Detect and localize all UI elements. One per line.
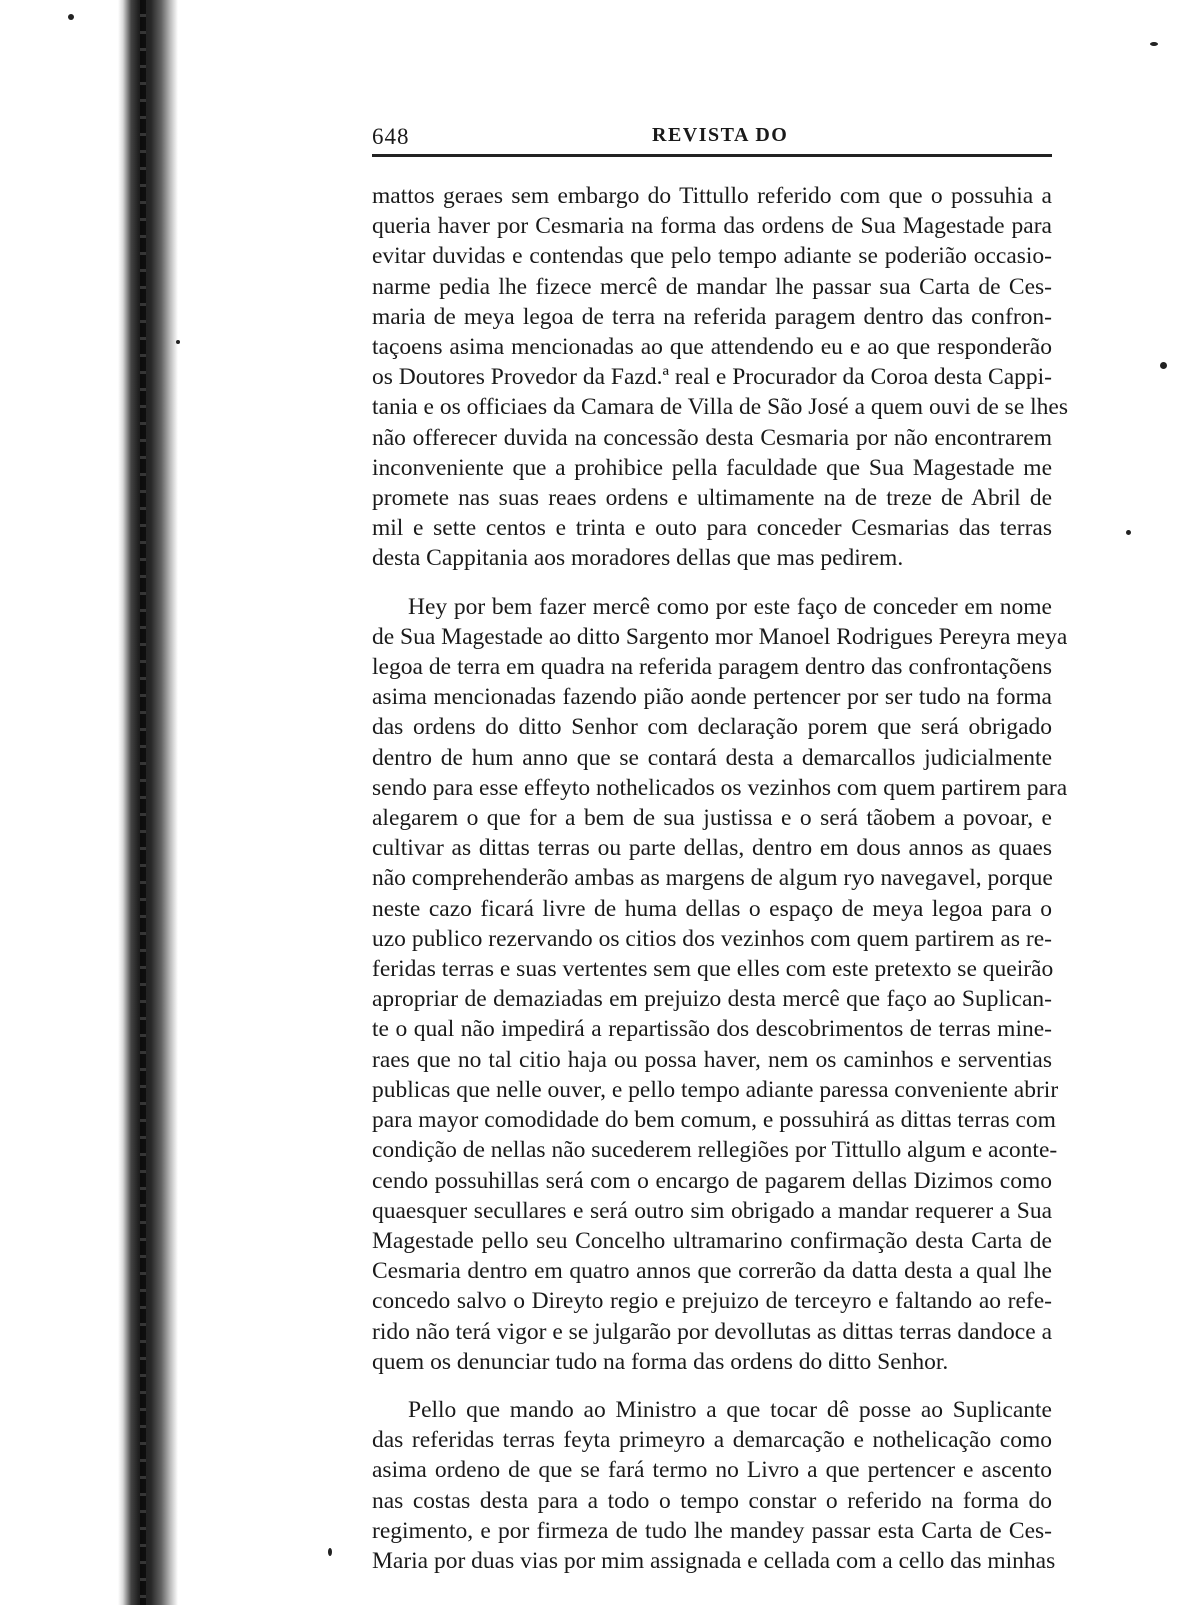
book-page xyxy=(372,118,1068,1576)
text-line: cendo possuhillas será com o encargo de pagarem dellas Dizimos como xyxy=(372,1167,1052,1194)
scan-speck xyxy=(68,14,74,20)
text-line: alegarem o que for a bem de sua justissa e o será tãobem a povoar, e xyxy=(372,805,1052,832)
text-line: nas costas desta para a todo o tempo constar o referido na forma do xyxy=(372,1487,1052,1514)
text-line: feridas terras e suas vertentes sem que elles com este pretexto se queirão xyxy=(372,956,1054,983)
text-line: maria de meya legoa de terra na referida paragem dentro das confron- xyxy=(372,303,1052,330)
text-line: evitar duvidas e contendas que pelo tempo adiante se poderião occasio- xyxy=(372,243,1052,270)
text-line: das referidas terras feyta primeyro a demarcação e nothelicação como xyxy=(372,1427,1052,1454)
running-head xyxy=(372,118,1052,150)
text-line: Cesmaria dentro em quatro annos que correrão da datta desta a qual lhe xyxy=(372,1258,1052,1285)
header-rule xyxy=(372,154,1052,157)
text-line: raes que no tal citio haja ou possa haver, nem os caminhos e serventias xyxy=(372,1046,1052,1073)
text-line: de Sua Magestade ao ditto Sargento mor Manoel Rodrigues Pereyra meya xyxy=(372,623,1068,650)
text-line: inconveniente que a prohibice pella faculdade que Sua Magestade me xyxy=(372,454,1052,481)
binding-streak xyxy=(140,0,146,1605)
scan-speck xyxy=(1126,530,1131,535)
text-line: Maria por duas vias por mim assignada e cellada com a cello das minhas xyxy=(372,1547,1056,1574)
text-line: cultivar as dittas terras ou parte dellas, dentro em dous annos as quaes xyxy=(372,835,1052,862)
text-line: asima mencionadas fazendo pião aonde pertencer por ser tudo na forma xyxy=(372,684,1052,711)
text-line: concedo salvo o Direyto regio e prejuizo de terceyro e faltando ao refe- xyxy=(372,1288,1052,1315)
scan-speck xyxy=(176,340,180,344)
text-line: condição de nellas não sucederem rellegiões por Tittullo algum e aconte- xyxy=(372,1137,1058,1164)
text-line: te o qual não impedirá a repartissão dos descobrimentos de terras mine- xyxy=(372,1016,1052,1043)
text-line: para mayor comodidade do bem comum, e possuhirá as dittas terras com xyxy=(372,1107,1056,1134)
paragraph xyxy=(372,1395,1056,1576)
scan-speck xyxy=(1160,362,1167,369)
text-line: não comprehenderão ambas as margens de algum ryo navegavel, porque xyxy=(372,865,1053,892)
text-line: legoa de terra em quadra na referida paragem dentro das confrontaçõens xyxy=(372,654,1052,681)
text-line: promete nas suas reaes ordens e ultimamente na de treze de Abril de xyxy=(372,485,1052,512)
scan-speck xyxy=(1150,42,1158,46)
scan-speck xyxy=(328,1548,332,1556)
text-line: queria haver por Cesmaria na forma das ordens de Sua Magestade para xyxy=(372,213,1052,240)
text-line: Pello que mando ao Ministro a que tocar dê posse ao Suplicante xyxy=(408,1396,1052,1423)
text-line: os Doutores Provedor da Fazd.ª real e Procurador da Coroa desta Cappi- xyxy=(372,364,1052,391)
text-line: não offerecer duvida na concessão desta Cesmaria por não encontrarem xyxy=(372,424,1052,451)
text-line: apropriar de demaziadas em prejuizo desta mercê que faço ao Suplican- xyxy=(372,986,1052,1013)
text-line: narme pedia lhe fizece mercê de mandar lhe passar sua Carta de Ces- xyxy=(372,273,1052,300)
paragraph-gap xyxy=(372,574,1052,592)
text-line: rido não terá vigor e se julgarão por devollutas as dittas terras dandoce a xyxy=(372,1318,1052,1345)
text-line: publicas que nelle ouver, e pello tempo adiante paressa conveniente abrir xyxy=(372,1076,1059,1103)
text-line: asima ordeno de que se fará termo no Livro a que pertencer e ascento xyxy=(372,1457,1052,1484)
text-line: taçoens asima mencionadas ao que attendendo eu e ao que responderão xyxy=(372,334,1052,361)
body-text xyxy=(372,181,1068,1576)
running-title: REVISTA DO xyxy=(652,124,789,146)
text-line: mattos geraes sem embargo do Tittullo referido com que o possuhia a xyxy=(372,183,1052,209)
page-number: 648 xyxy=(372,124,410,149)
text-line: mil e sette centos e trinta e outo para conceder Cesmarias das terras xyxy=(372,515,1052,542)
paragraph xyxy=(372,592,1068,1377)
text-line: dentro de hum anno que se contará desta a demarcallos judicialmente xyxy=(372,744,1052,771)
book-binding-shadow xyxy=(118,0,178,1605)
text-line: das ordens do ditto Senhor com declaração porem que será obrigado xyxy=(372,714,1052,741)
text-line: uzo publico rezervando os citios dos vezinhos com quem partirem as re- xyxy=(372,925,1052,952)
text-line: Hey por bem fazer mercê como por este faço de conceder em nome xyxy=(408,593,1052,620)
paragraph xyxy=(372,181,1068,574)
text-line: neste cazo ficará livre de huma dellas o espaço de meya legoa para o xyxy=(372,895,1052,922)
text-line: Magestade pello seu Concelho ultramarino confirmação desta Carta de xyxy=(372,1227,1052,1254)
text-line: tania e os officiaes da Camara de Villa de São José a quem ouvi de se lhes xyxy=(372,394,1068,421)
text-line: desta Cappitania aos moradores dellas que mas pedirem. xyxy=(372,545,904,572)
text-line: quem os denunciar tudo na forma das ordens do ditto Senhor. xyxy=(372,1348,949,1375)
text-line: sendo para esse effeyto nothelicados os vezinhos com quem partirem para xyxy=(372,774,1068,801)
text-line: quaesquer secullares e será outro sim obrigado a mandar requerer a Sua xyxy=(372,1197,1052,1224)
paragraph-gap xyxy=(372,1377,1052,1395)
text-line: regimento, e por firmeza de tudo lhe mandey passar esta Carta de Ces- xyxy=(372,1517,1052,1544)
